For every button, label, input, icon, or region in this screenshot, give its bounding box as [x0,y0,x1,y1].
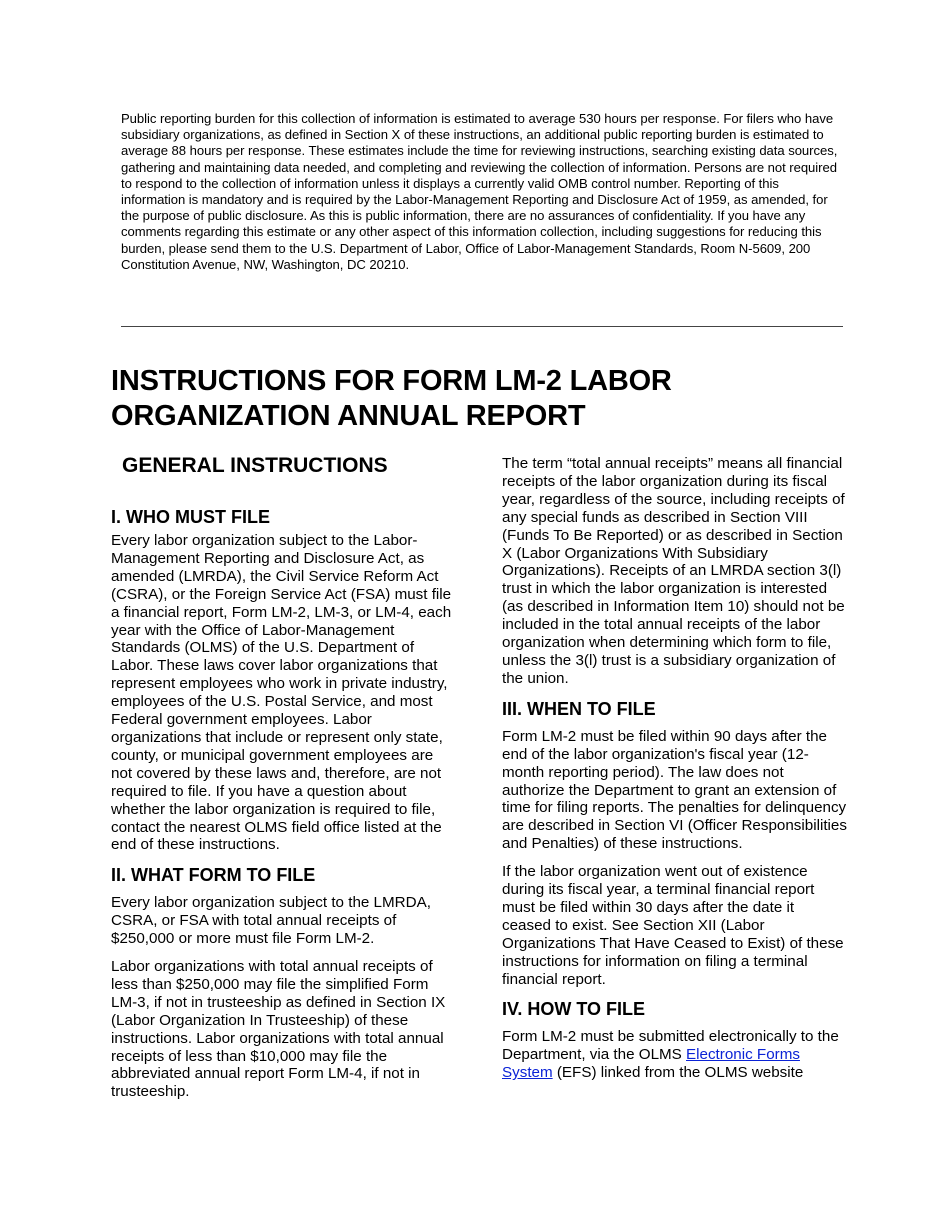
how-to-file-text-before: Form LM-2 must be submitted electronically to the Department, via the OLMS [502,1028,839,1064]
how-to-file-paragraph [502,1028,847,1082]
section-what-form-heading: II. WHAT FORM TO FILE [111,865,316,886]
what-form-paragraph-2: Labor organizations with total annual receipts of less than $250,000 may file the simplified Form LM-3, if not in trusteeship as defined in Section IX (Labor Organization In Trusteeship) of these instructions. Labor organizations with total annual receipts of less than $10,000 may file the abbreviated annual report Form LM-4, if not in trusteeship. [111,958,446,1101]
section-who-must-file-heading: I. WHO MUST FILE [111,507,270,527]
electronic-forms-system-link[interactable]: Electronic Forms System [502,1046,800,1082]
left-column [111,452,456,1101]
right-column [502,455,847,1082]
when-to-file-paragraph-2: If the labor organization went out of existence during its fiscal year, a terminal financial report must be filed within 30 days after the date it ceased to exist. See Section XII (Labor Organizations That Have Ceased to Exist) of these instructions for information on filing a terminal financial report. [502,863,844,988]
section-when-to-file-heading: III. WHEN TO FILE [502,698,656,719]
what-form-paragraph-1: Every labor organization subject to the LMRDA, CSRA, or FSA with total annual receipts of $250,000 or more must file Form LM-2. [111,894,431,948]
horizontal-divider [121,326,843,327]
how-to-file-text-after: (EFS) linked from the OLMS website [552,1064,804,1082]
what-form-paragraph-3: The term “total annual receipts” means all financial receipts of the labor organization during its fiscal year, regardless of the source, including receipts of any special funds as described in Section VIII (Funds To Be Reported) or as described in Section X (Labor Organizations With Subsidiary Organizations). Receipts of an LMRDA section 3(l) trust in which the labor organization is interested (as described in Information Item 10) should not be included in the total annual receipts of the labor organization when determining which form to file, unless the 3(l) trust is a subsidiary organization of the union. [502,455,845,687]
general-instructions-heading: GENERAL INSTRUCTIONS [122,454,388,477]
when-to-file-paragraph-1: Form LM-2 must be filed within 90 days after the end of the labor organization's fiscal year (12-month reporting period). The law does not authorize the Department to grant an extension of time for filing reports. The penalties for delinquency are described in Section VI (Officer Responsibilities and Penalties) of these instructions. [502,727,847,853]
burden-statement: Public reporting burden for this collection of information is estimated to average 530 hours per response. For filers who have subsidiary organizations, as defined in Section X of these instructions, an additional public reporting burden is estimated to average 88 hours per response. These estimates include the time for reviewing instructions, searching existing data sources, gathering and maintaining data needed, and completing and reviewing the collection of information. Persons are not required to respond to the collection of information unless it displays a currently valid OMB control number. Reporting of this information is mandatory and is required by the Labor-Management Reporting and Disclosure Act of 1959, as amended, for the purpose of public disclosure. As this is public information, there are no assurances of confidentiality. If you have any comments regarding this estimate or any other aspect of this information collection, including suggestions for reducing this burden, please send them to the U.S. Department of Labor, Office of Labor-Management Standards, Room N-5609, 200 Constitution Avenue, NW, Washington, DC 20210. [121,111,838,272]
who-must-file-paragraph: Every labor organization subject to the Labor-Management Reporting and Disclosure Act, as amended (LMRDA), the Civil Service Reform Act (CSRA), or the Foreign Service Act (FSA) must file a financial report, Form LM-2, LM-3, or LM-4, each year with the Office of Labor-Management Standards (OLMS) of the U.S. Department of Labor. These laws cover labor organizations that represent employees who work in private industry, employees of the U.S. Postal Service, and most Federal government employees. Labor organizations that include or represent only state, county, or municipal government employees are not covered by these laws and, therefore, are not required to file. If you have a question about whether the labor organization is required to file, contact the nearest OLMS field office listed at the end of these instructions. [111,532,452,854]
section-how-to-file-heading: IV. HOW TO FILE [502,999,646,1020]
page-title: INSTRUCTIONS FOR FORM LM-2 LABOR ORGANIZATION ANNUAL REPORT [111,365,672,432]
